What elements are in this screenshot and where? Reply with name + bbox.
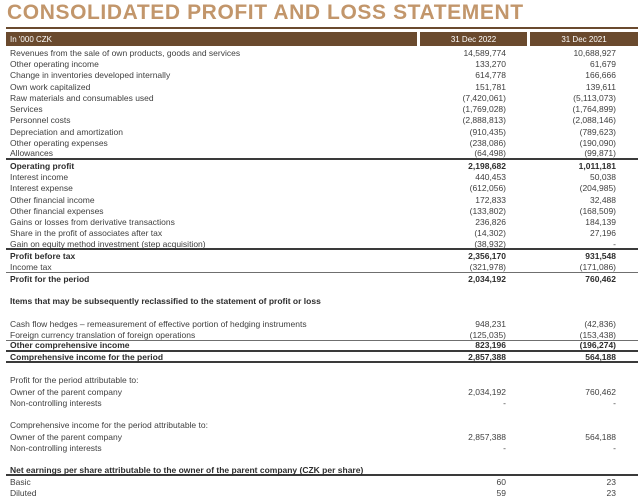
row-label: Other financial income xyxy=(10,194,95,205)
row-label: Other financial expenses xyxy=(10,205,104,216)
table-row xyxy=(6,239,638,250)
row-value-2021: (171,086) xyxy=(579,261,616,272)
row-label: Depreciation and amortization xyxy=(10,126,123,137)
row-value-2022: (238,086) xyxy=(469,138,506,149)
row-label: Foreign currency translation of foreign operations xyxy=(10,329,196,340)
table-row xyxy=(6,273,638,284)
row-label: Gain on equity method investment (step acquisition) xyxy=(10,238,206,249)
row-value-2021: (5,113,073) xyxy=(573,92,616,103)
row-label: Raw materials and consumables used xyxy=(10,92,154,103)
table-header-unit-label: In '000 CZK xyxy=(6,32,417,46)
table-row xyxy=(6,442,638,453)
row-value-2022: 59 xyxy=(496,488,506,499)
page-title: CONSOLIDATED PROFIT AND LOSS STATEMENT xyxy=(7,1,524,24)
row-value-2021: 1,011,181 xyxy=(578,160,616,171)
row-value-2021: (196,274) xyxy=(579,340,616,351)
row-label: Comprehensive income for the period attributable to: xyxy=(10,420,208,431)
table-row xyxy=(6,420,638,431)
table-row xyxy=(6,250,638,261)
row-value-2021: (204,985) xyxy=(579,183,616,194)
row-label: Comprehensive income for the period xyxy=(10,351,164,362)
row-label: Other operating expenses xyxy=(10,138,108,149)
table-row xyxy=(6,397,638,408)
row-value-2021: 23 xyxy=(606,488,616,499)
row-value-2022: 133,270 xyxy=(475,58,506,69)
row-label: Other comprehensive income xyxy=(10,340,130,351)
row-value-2021: 139,611 xyxy=(585,81,616,92)
row-label: Diluted xyxy=(10,488,37,499)
row-label: Interest expense xyxy=(10,183,73,194)
row-label: Operating profit xyxy=(10,160,75,171)
row-label: Services xyxy=(10,104,43,115)
row-value-2021: 760,462 xyxy=(585,386,616,397)
row-label: Owner of the parent company xyxy=(10,386,122,397)
row-value-2022: (14,302) xyxy=(474,228,506,239)
row-value-2022: (133,802) xyxy=(469,205,506,216)
row-value-2021: 184,139 xyxy=(585,217,616,228)
table-row xyxy=(6,476,638,487)
row-value-2021: 10,688,927 xyxy=(573,47,616,58)
table-row xyxy=(6,92,638,103)
row-label: Interest income xyxy=(10,171,69,182)
row-value-2022: 2,034,192 xyxy=(468,386,506,397)
table-header-row xyxy=(6,32,638,46)
table-row xyxy=(6,329,638,340)
table-row xyxy=(6,488,638,499)
row-label: Owner of the parent company xyxy=(10,431,122,442)
row-value-2022: 2,857,388 xyxy=(468,431,506,442)
row-value-2021: 32,488 xyxy=(590,194,616,205)
table-row xyxy=(6,103,638,114)
row-label: Other operating income xyxy=(10,58,99,69)
row-value-2022: - xyxy=(503,397,506,408)
row-value-2021: (153,438) xyxy=(579,329,616,340)
row-value-2021: - xyxy=(613,397,616,408)
table-row xyxy=(6,171,638,182)
row-value-2021: 564,188 xyxy=(585,351,616,362)
row-value-2022: 614,778 xyxy=(475,70,506,81)
table-row xyxy=(6,216,638,227)
row-value-2021: (190,090) xyxy=(579,138,616,149)
row-label: Revenues from the sale of own products, goods and services xyxy=(10,47,241,58)
table-row xyxy=(6,205,638,216)
row-value-2022: 2,356,170 xyxy=(468,250,506,261)
row-value-2022: 236,826 xyxy=(475,217,506,228)
table-row xyxy=(6,284,638,295)
table-row xyxy=(6,81,638,92)
row-value-2022: (321,978) xyxy=(469,261,506,272)
row-value-2021: (168,509) xyxy=(579,205,616,216)
row-value-2022: (910,435) xyxy=(469,126,506,137)
row-value-2021: 166,666 xyxy=(585,70,616,81)
row-value-2022: 2,034,192 xyxy=(468,273,506,284)
row-label: Non-controlling interests xyxy=(10,397,102,408)
row-value-2022: 440,453 xyxy=(475,171,506,182)
table-row xyxy=(6,431,638,442)
table-row xyxy=(6,47,638,58)
row-label: Profit for the period xyxy=(10,273,90,284)
row-value-2021: 760,462 xyxy=(585,273,616,284)
row-value-2022: - xyxy=(503,443,506,454)
row-value-2021: 27,196 xyxy=(590,228,616,239)
row-value-2021: (42,836) xyxy=(584,318,616,329)
row-label: Personnel costs xyxy=(10,115,71,126)
table-row xyxy=(6,183,638,194)
row-label: Basic xyxy=(10,476,31,487)
table-body xyxy=(6,47,638,499)
table-row xyxy=(6,194,638,205)
table-header-col-2021: 31 Dec 2021 xyxy=(530,32,638,46)
table-row xyxy=(6,363,638,374)
row-label: Profit for the period attributable to: xyxy=(10,375,139,386)
table-header-col-2022: 31 Dec 2022 xyxy=(420,32,527,46)
row-value-2021: (2,088,146) xyxy=(572,115,616,126)
table-row xyxy=(6,454,638,465)
row-label: Share in the profit of associates after tax xyxy=(10,228,163,239)
row-label: Allowances xyxy=(10,148,53,159)
row-label: Own work capitalized xyxy=(10,81,91,92)
table-row xyxy=(6,352,638,363)
table-row xyxy=(6,160,638,171)
row-value-2022: 151,781 xyxy=(475,81,506,92)
row-value-2022: 60 xyxy=(496,476,506,487)
row-value-2021: 50,038 xyxy=(590,171,616,182)
row-value-2021: - xyxy=(613,238,616,249)
row-value-2022: (38,932) xyxy=(474,238,506,249)
row-value-2022: 823,196 xyxy=(475,340,506,351)
table-row xyxy=(6,137,638,148)
row-value-2021: - xyxy=(613,443,616,454)
table-row xyxy=(6,318,638,329)
row-value-2022: (125,035) xyxy=(469,329,506,340)
row-label: Items that may be subsequently reclassified to the statement of profit or loss xyxy=(10,296,321,307)
table-row xyxy=(6,341,638,352)
row-value-2022: 2,857,388 xyxy=(468,351,506,362)
row-label: Non-controlling interests xyxy=(10,443,102,454)
row-value-2021: 23 xyxy=(606,476,616,487)
table-row xyxy=(6,228,638,239)
row-value-2022: (7,420,061) xyxy=(462,92,506,103)
row-label: Profit before tax xyxy=(10,250,76,261)
row-value-2022: (64,498) xyxy=(474,148,506,159)
row-value-2021: 931,548 xyxy=(585,250,616,261)
row-value-2021: 564,188 xyxy=(585,431,616,442)
table-row xyxy=(6,375,638,386)
row-value-2022: (1,769,028) xyxy=(462,104,506,115)
table-row xyxy=(6,465,638,476)
row-label: Net earnings per share attributable to the owner of the parent company (CZK per share) xyxy=(10,464,364,475)
table-row xyxy=(6,149,638,160)
row-label: Change in inventories developed internally xyxy=(10,70,171,81)
row-label: Cash flow hedges – remeasurement of effective portion of hedging instruments xyxy=(10,318,307,329)
row-value-2022: (612,056) xyxy=(469,183,506,194)
row-label: Gains or losses from derivative transactions xyxy=(10,217,175,228)
title-underline xyxy=(6,27,638,29)
row-value-2022: (2,888,813) xyxy=(462,115,506,126)
row-value-2021: 61,679 xyxy=(590,58,616,69)
row-label: Income tax xyxy=(10,261,52,272)
row-value-2022: 948,231 xyxy=(475,318,506,329)
row-value-2021: (99,871) xyxy=(584,148,616,159)
table-row xyxy=(6,115,638,126)
table-row xyxy=(6,126,638,137)
table-row xyxy=(6,296,638,307)
row-value-2022: 14,589,774 xyxy=(463,47,506,58)
table-row xyxy=(6,409,638,420)
row-value-2021: (1,764,899) xyxy=(572,104,616,115)
table-row xyxy=(6,70,638,81)
table-row xyxy=(6,307,638,318)
row-value-2022: 2,198,682 xyxy=(468,160,506,171)
row-value-2021: (789,623) xyxy=(579,126,616,137)
table-row xyxy=(6,58,638,69)
row-value-2022: 172,833 xyxy=(475,194,506,205)
table-row xyxy=(6,386,638,397)
table-row xyxy=(6,262,638,273)
